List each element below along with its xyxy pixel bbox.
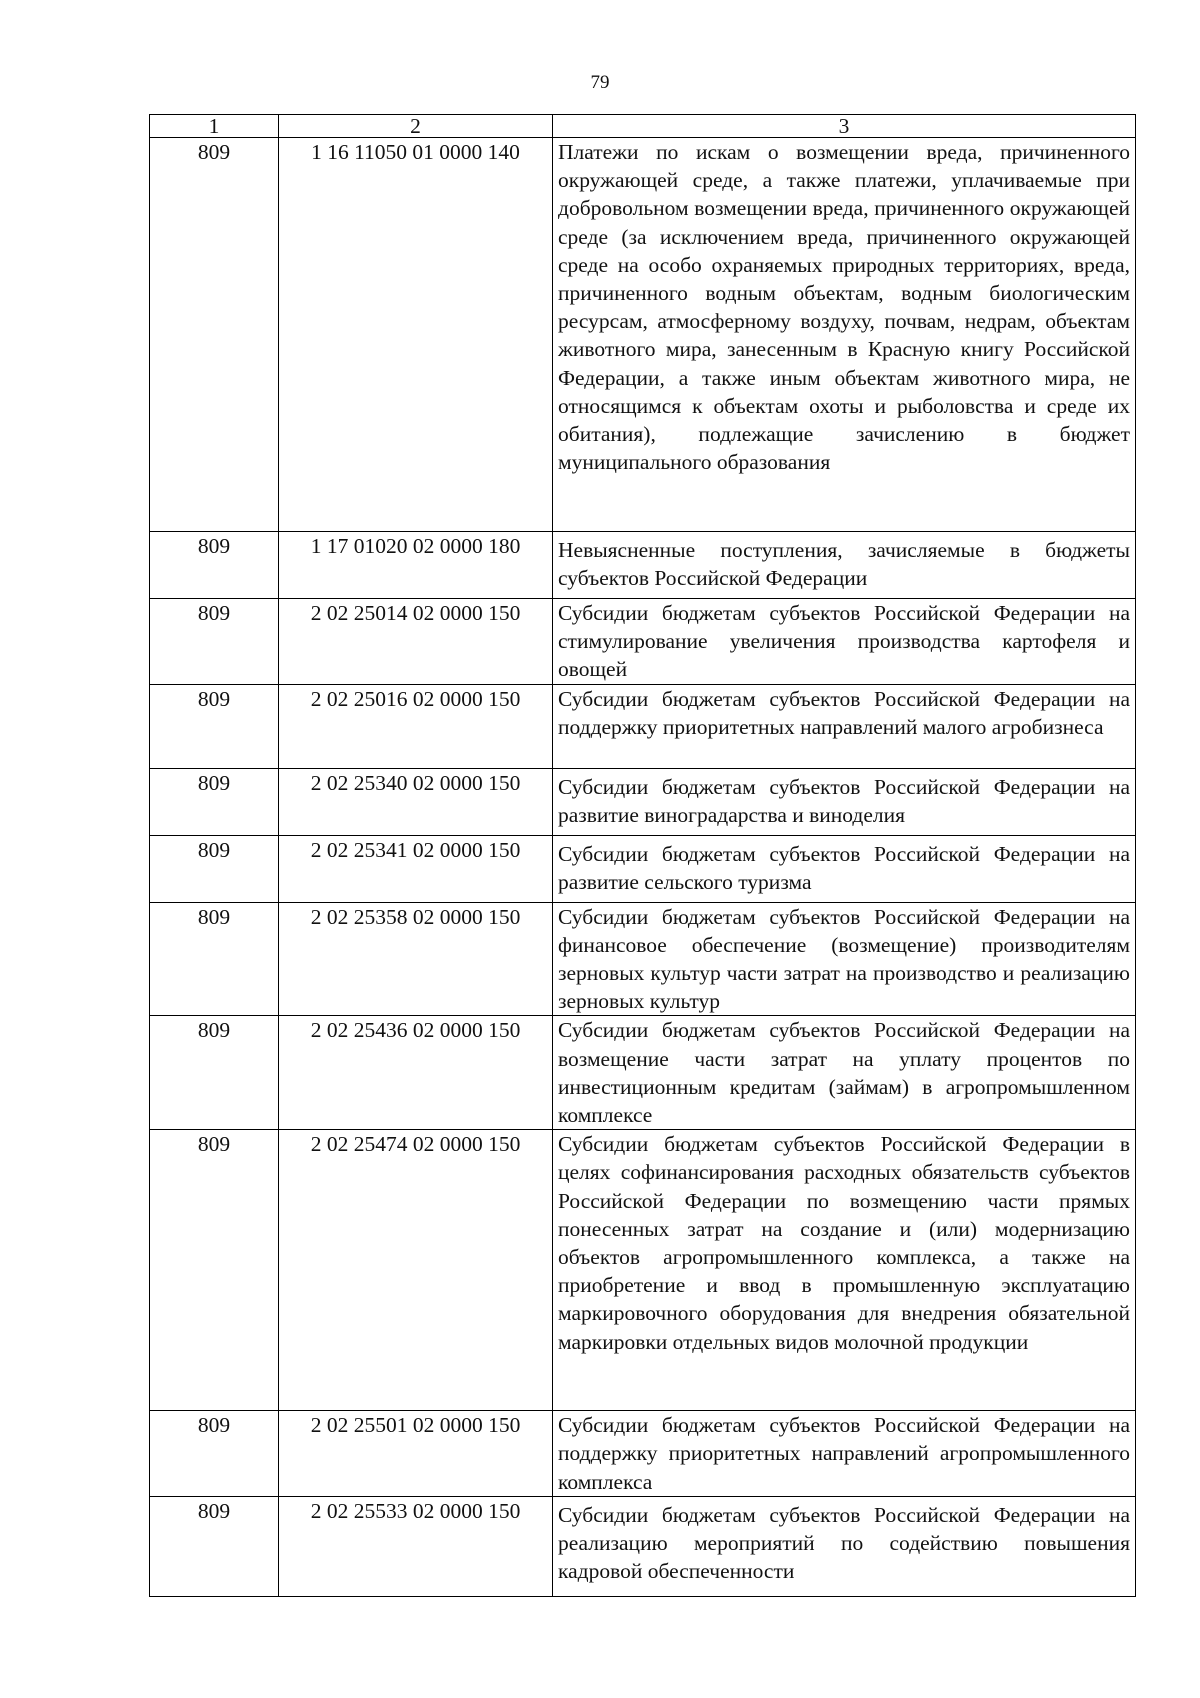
budget-code-cell: 2 02 25533 02 0000 150: [279, 1496, 553, 1596]
table-row: [150, 902, 1136, 1016]
table-row: [150, 684, 1136, 768]
budget-code-cell: 1 17 01020 02 0000 180: [279, 532, 553, 599]
description-cell: Субсидии бюджетам субъектов Российской Федерации на стимулирование увеличения производства картофеля и овощей: [553, 599, 1136, 685]
budget-code-cell: 2 02 25501 02 0000 150: [279, 1411, 553, 1497]
budget-code-cell: 2 02 25474 02 0000 150: [279, 1130, 553, 1411]
budget-code-cell: 2 02 25014 02 0000 150: [279, 599, 553, 685]
admin-code-cell: 809: [150, 1016, 279, 1130]
table-row: [150, 768, 1136, 835]
table-row: [150, 1016, 1136, 1130]
description-cell: Платежи по искам о возмещении вреда, причиненного окружающей среде, а также платежи, уплачиваемые при добровольном возмещении вреда, причиненного окружающей среде (за исключением вреда, причиненного окружающей среде на особо охраняемых природных территориях, вреда, причиненного водным объектам, водным биологическим ресурсам, атмосферному воздуху, почвам, недрам, объектам животного мира, занесенным в Красную книгу Российской Федерации, а также иным объектам животного мира, не относящимся к объектам охоты и рыболовства и среде их обитания), подлежащие зачислению в бюджет муниципального образования: [553, 138, 1136, 532]
table-row: [150, 835, 1136, 902]
table-row: [150, 1496, 1136, 1596]
description-cell: Субсидии бюджетам субъектов Российской Федерации на развитие сельского туризма: [553, 835, 1136, 902]
admin-code-cell: 809: [150, 532, 279, 599]
admin-code-cell: 809: [150, 768, 279, 835]
description-cell: Субсидии бюджетам субъектов Российской Федерации на поддержку приоритетных направлений малого агробизнеса: [553, 684, 1136, 768]
admin-code-cell: 809: [150, 599, 279, 685]
description-cell: Субсидии бюджетам субъектов Российской Федерации на финансовое обеспечение (возмещение) производителям зерновых культур части затрат на производство и реализацию зерновых культур: [553, 902, 1136, 1016]
page-number: 79: [590, 72, 610, 93]
budget-code-cell: 2 02 25340 02 0000 150: [279, 768, 553, 835]
admin-code-cell: 809: [150, 138, 279, 532]
column-header-2: 2: [279, 115, 553, 138]
admin-code-cell: 809: [150, 684, 279, 768]
revenue-codes-table: [149, 114, 1136, 1597]
budget-code-cell: 2 02 25341 02 0000 150: [279, 835, 553, 902]
table-header-row: [150, 115, 1136, 138]
description-cell: Субсидии бюджетам субъектов Российской Федерации на развитие виноградарства и виноделия: [553, 768, 1136, 835]
admin-code-cell: 809: [150, 902, 279, 1016]
budget-code-cell: 2 02 25016 02 0000 150: [279, 684, 553, 768]
description-cell: Субсидии бюджетам субъектов Российской Федерации на возмещение части затрат на уплату процентов по инвестиционным кредитам (займам) в агропромышленном комплексе: [553, 1016, 1136, 1130]
table-row: [150, 599, 1136, 685]
description-cell: Субсидии бюджетам субъектов Российской Федерации на поддержку приоритетных направлений агропромышленного комплекса: [553, 1411, 1136, 1497]
description-cell: Субсидии бюджетам субъектов Российской Федерации на реализацию мероприятий по содействию повышения кадровой обеспеченности: [553, 1496, 1136, 1596]
admin-code-cell: 809: [150, 1411, 279, 1497]
column-header-3: 3: [553, 115, 1136, 138]
admin-code-cell: 809: [150, 1130, 279, 1411]
table-row: [150, 1411, 1136, 1497]
budget-code-cell: 2 02 25436 02 0000 150: [279, 1016, 553, 1130]
description-cell: Субсидии бюджетам субъектов Российской Федерации в целях софинансирования расходных обязательств субъектов Российской Федерации по возмещению части прямых понесенных затрат на создание и (или) модернизацию объектов агропромышленного комплекса, а также на приобретение и ввод в промышленную эксплуатацию маркировочного оборудования для внедрения обязательной маркировки отдельных видов молочной продукции: [553, 1130, 1136, 1411]
budget-code-cell: 2 02 25358 02 0000 150: [279, 902, 553, 1016]
admin-code-cell: 809: [150, 835, 279, 902]
table-row: [150, 532, 1136, 599]
admin-code-cell: 809: [150, 1496, 279, 1596]
budget-code-cell: 1 16 11050 01 0000 140: [279, 138, 553, 532]
column-header-1: 1: [150, 115, 279, 138]
table-row: [150, 1130, 1136, 1411]
description-cell: Невыясненные поступления, зачисляемые в бюджеты субъектов Российской Федерации: [553, 532, 1136, 599]
table-row: [150, 138, 1136, 532]
